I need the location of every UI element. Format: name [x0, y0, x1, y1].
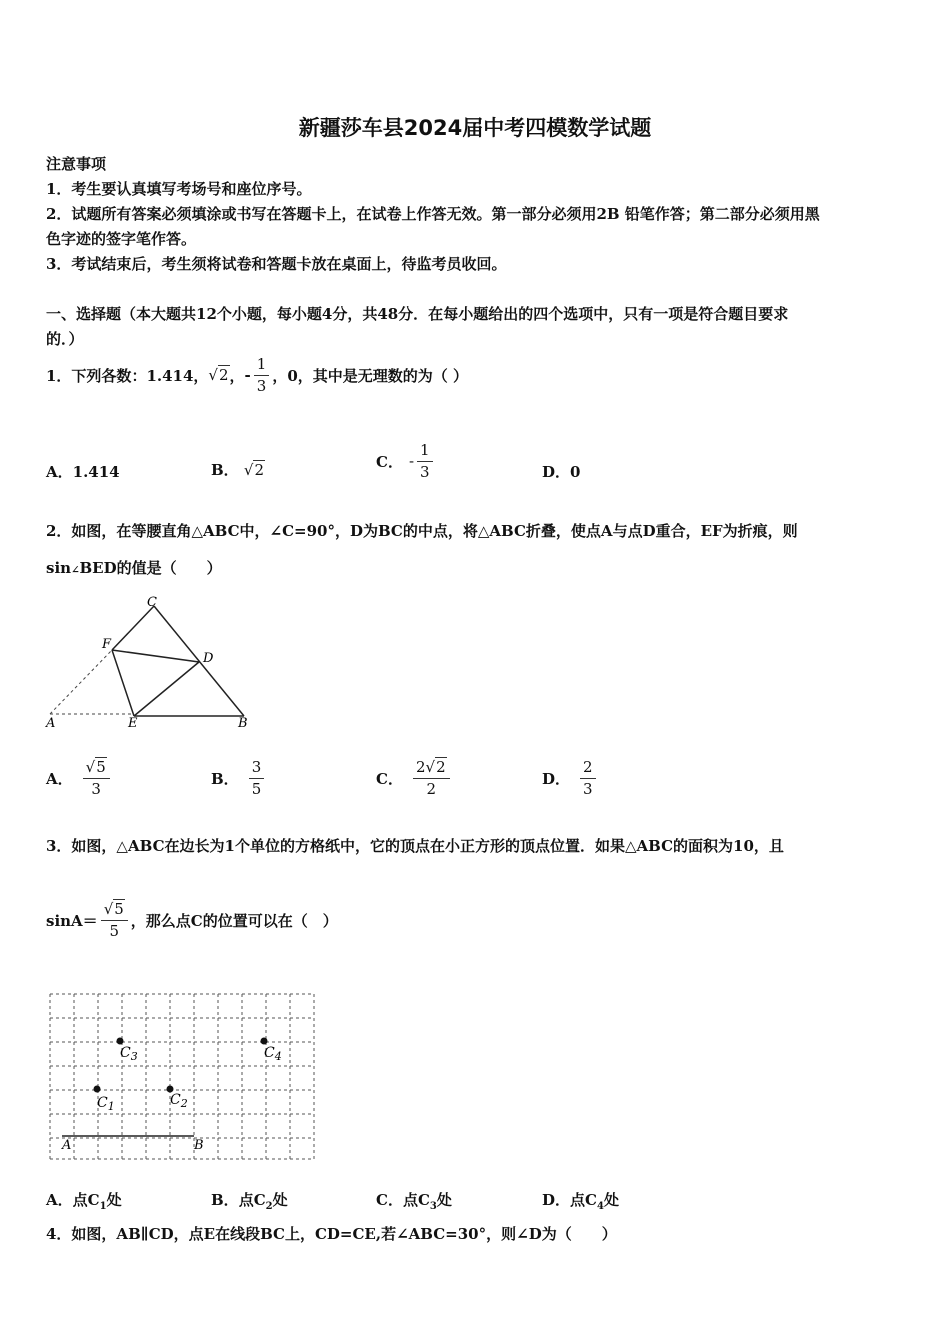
label-c2: $C_2$ [170, 1092, 188, 1110]
q2-option-b-den: 5 [251, 779, 262, 798]
q2-option-a-radicand: 5 [96, 757, 106, 776]
label-c4: $C_4$ [264, 1045, 282, 1063]
q3-option-c[interactable] [376, 1189, 452, 1212]
point-c1 [94, 1086, 101, 1093]
label-c: C [147, 595, 157, 610]
q1-sqrt-radicand: 2 [218, 366, 229, 384]
segment-cb [154, 606, 244, 716]
segment-fd [112, 650, 199, 662]
grid-lines [50, 994, 314, 1159]
q1-option-d[interactable] [542, 461, 580, 482]
q3-option-d-sub: 4 [596, 1201, 604, 1212]
q1-fraction [254, 354, 270, 395]
question-3: 3．如图，△ABC在边长为1个单位的方格纸中，它的顶点在小正方形的顶点位置．如果△ABC的面积为10，且 [46, 837, 784, 855]
q3-option-b-tail: 处 [272, 1191, 288, 1209]
q1-option-c-den: 3 [420, 462, 430, 481]
q3-option-d[interactable] [542, 1189, 619, 1212]
q2-option-d-label: D． [542, 769, 571, 788]
q2-option-b-label: B． [211, 769, 239, 788]
q1-option-c-fraction [417, 440, 433, 481]
point-c4 [261, 1038, 268, 1045]
q3-option-b[interactable] [211, 1189, 288, 1212]
q1-option-c-num: 1 [417, 443, 433, 462]
q1-frac-den: 3 [256, 376, 267, 395]
section-heading-cont: 的．） [46, 330, 84, 348]
q1-sep: ， [229, 366, 245, 385]
label-b: B [194, 1138, 204, 1153]
q2-rest: BED的值是（ ） [79, 559, 222, 577]
q2-option-a-label: A． [46, 769, 73, 788]
q2-option-a[interactable] [46, 752, 113, 804]
q3-option-a-sub: 1 [99, 1201, 107, 1212]
q2-option-c-num: 2√2 [413, 760, 450, 779]
q1-option-b[interactable] [211, 459, 265, 480]
q2-option-b-num: 3 [249, 760, 265, 779]
section-heading: 一、选择题（本大题共12个小题，每小题4分，共48分．在每小题给出的四个选项中，只有一项是符合题目要求 [46, 305, 789, 323]
q3-grid-figure [44, 988, 320, 1168]
q1-option-b-radicand: 2 [254, 461, 265, 479]
q2-option-d-num: 2 [580, 760, 596, 779]
label-c1: $C_1$ [97, 1095, 115, 1113]
page-title: 新疆莎车县2024届中考四模数学试题 [298, 116, 652, 140]
q3-option-c-tail: 处 [436, 1191, 452, 1209]
q2-option-b-fraction [249, 757, 265, 798]
notice-item-1: 1．考生要认真填写考场号和座位序号。 [46, 180, 312, 198]
q2-option-d[interactable] [542, 752, 599, 804]
label-c3: $C_3$ [120, 1045, 138, 1063]
q1-option-b-sqrt: √2 [243, 461, 265, 479]
q1-prefix: 1．下列各数：1.414， [46, 366, 209, 385]
point-c3 [117, 1038, 124, 1045]
segment-ed [134, 662, 199, 716]
segment-fe [112, 650, 134, 716]
q3-option-a-label: A． [46, 1191, 73, 1209]
label-d: D [203, 651, 214, 666]
q3-frac-num: √5 [101, 902, 128, 921]
q3-frac-den: 5 [109, 921, 120, 940]
q1-suffix: ，0，其中是无理数的为（ ） [272, 366, 468, 385]
notice-item-2: 2．试题所有答案必须填涂或书写在答题卡上，在试卷上作答无效。第一部分必须用2B 铅笔作答；第二部分必须用黑 [46, 205, 820, 223]
q3-fraction [101, 899, 128, 940]
q3-suffix: ，那么点C的位置可以在（ ） [130, 911, 338, 930]
q3-option-d-label: D． [542, 1191, 571, 1209]
question-4: 4．如图，AB∥CD，点E在线段BC上，CD=CE,若∠ABC=30°，则∠D为（ ） [46, 1225, 617, 1243]
segment-af-dashed [50, 650, 112, 714]
q2-option-c-den: 2 [426, 779, 437, 798]
q2-option-a-den: 3 [91, 779, 101, 798]
question-2: 2．如图，在等腰直角△ABC中，∠C=90°，D为BC的中点，将△ABC折叠，使点A与点D重合，EF为折痕，则 [46, 522, 798, 540]
q1-option-d-value: 0 [570, 463, 581, 481]
q3-option-a-text: 点C [72, 1191, 100, 1209]
label-f: F [102, 637, 112, 652]
q2-option-d-fraction [580, 757, 596, 798]
q3-option-b-sub: 2 [265, 1201, 273, 1212]
q3-option-c-sub: 3 [429, 1201, 437, 1212]
label-a: A [46, 716, 56, 730]
q2-option-d-den: 3 [583, 779, 593, 798]
q2-option-c-fraction [413, 757, 450, 798]
q1-option-a-value: 1.414 [72, 463, 120, 481]
q3-option-a[interactable] [46, 1189, 122, 1212]
q2-option-a-fraction [83, 757, 110, 798]
q3-option-b-text: 点C [238, 1191, 266, 1209]
segment-cf [112, 606, 154, 650]
q1-minus: - [244, 366, 251, 384]
notice-heading: 注意事项 [46, 155, 107, 173]
q1-option-c-minus: - [408, 452, 415, 470]
q2-option-a-num: √5 [83, 760, 110, 779]
q1-option-a[interactable] [46, 461, 120, 482]
q2-angle-symbol: ∠ [71, 565, 80, 576]
q1-option-a-label: A． [46, 463, 73, 481]
q1-option-c-label: C． [376, 452, 403, 471]
q2-sin: sin [46, 559, 72, 577]
q3-option-c-text: 点C [402, 1191, 430, 1209]
label-b: B [238, 716, 248, 730]
question-1 [46, 350, 468, 400]
q2-option-c[interactable] [376, 752, 453, 804]
label-e: E [128, 716, 138, 730]
q2-option-c-label: C． [376, 769, 403, 788]
q3-option-a-tail: 处 [106, 1191, 122, 1209]
q3-option-d-tail: 处 [603, 1191, 619, 1209]
q2-triangle-figure [44, 594, 254, 730]
label-a: A [62, 1138, 72, 1153]
question-3-cont [46, 894, 338, 946]
q3-option-d-text: 点C [570, 1191, 597, 1209]
question-2-cont [46, 557, 222, 578]
q1-option-d-label: D． [542, 463, 571, 481]
q1-option-c[interactable] [376, 436, 436, 486]
q2-option-c-radicand: 2 [436, 757, 446, 776]
q2-option-b[interactable] [211, 752, 267, 804]
q3-option-c-label: C． [376, 1191, 403, 1209]
q2-option-c-coef: 2 [415, 757, 426, 776]
notice-item-2-cont: 色字迹的签字笔作答。 [46, 230, 197, 248]
q3-sina: sinA＝ [46, 911, 98, 930]
q1-option-b-label: B． [211, 461, 239, 479]
q1-frac-num: 1 [254, 357, 270, 376]
q1-sqrt: √2 [208, 366, 229, 384]
q3-frac-radicand: 5 [114, 899, 124, 918]
notice-item-3: 3．考试结束后，考生须将试卷和答题卡放在桌面上，待监考员收回。 [46, 255, 507, 273]
q3-option-b-label: B． [211, 1191, 239, 1209]
